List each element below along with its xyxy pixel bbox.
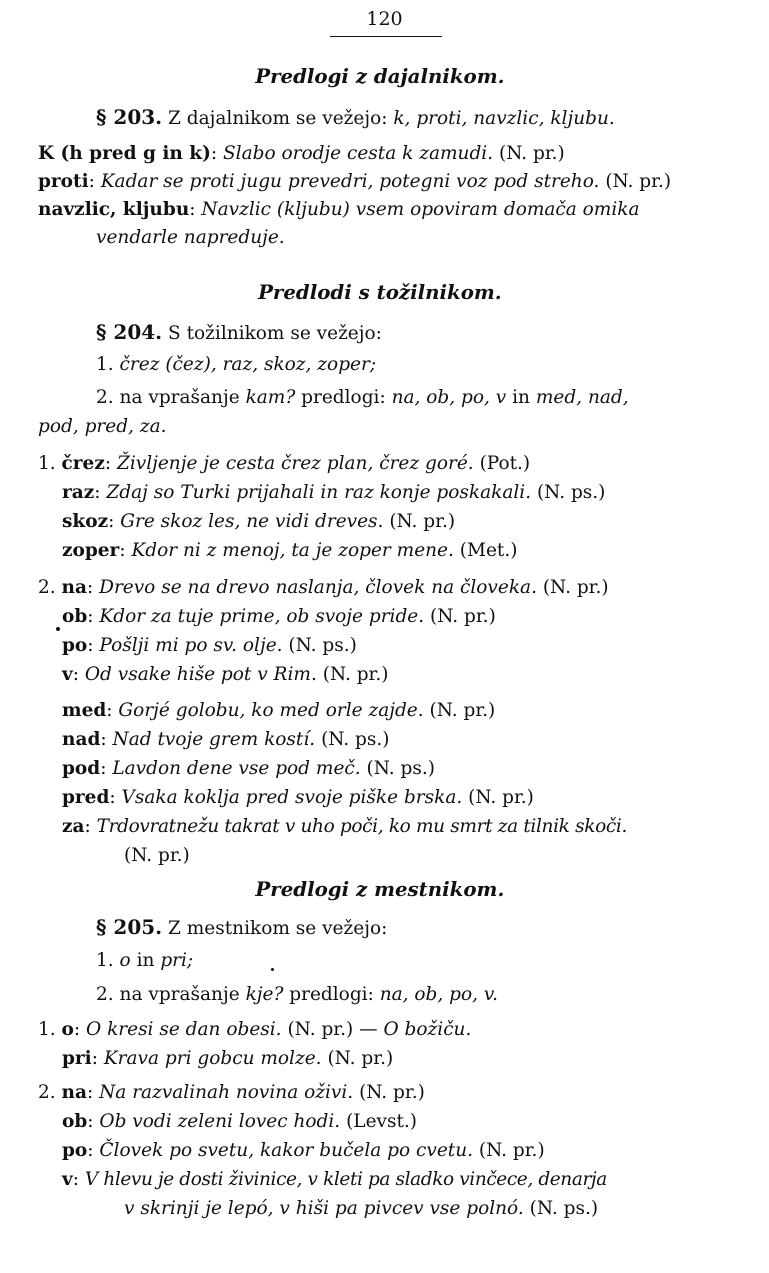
entry-pri: pri: Krava pri gobcu molze. (N. pr.)	[62, 1048, 394, 1069]
entry-head: po	[62, 635, 88, 656]
entry-source: (N. pr.)	[359, 1082, 425, 1103]
section-mark: § 203.	[96, 105, 163, 129]
point-number: 2.	[96, 984, 114, 1005]
point-text: predlogi:	[301, 387, 386, 408]
entry-example: Navzlic (kljubu) vsem opoviram domača omika	[201, 199, 640, 220]
entry-v: v: Od vsake hiše pot v Rim. (N. pr.)	[62, 664, 389, 685]
entry-ob-loc: ob: Ob vodi zeleni lovec hodi. (Levst.)	[62, 1111, 418, 1132]
point-number: 1.	[96, 950, 114, 971]
entry-head: ob	[62, 1111, 88, 1132]
entry-med: med: Gorjé golobu, ko med orle zajde. (N. pr.)	[62, 700, 496, 721]
point-items: pri;	[160, 950, 194, 971]
entry-proti: proti: Kadar se proti jugu prevedri, potegni voz pod streho. (N. pr.)	[38, 171, 672, 192]
entry-number: 2.	[38, 577, 56, 598]
entry-head: skoz	[62, 511, 109, 532]
print-speck	[56, 627, 60, 631]
entry-continuation: (N. pr.)	[124, 845, 190, 866]
entry-po-loc: po: Človek po svetu, kakor bučela po cvetu. (N. pr.)	[62, 1140, 545, 1161]
point-continuation: pod, pred, za.	[38, 416, 167, 437]
entry-k: K (h pred g in k): Slabo orodje cesta k zamudi. (N. pr.)	[38, 143, 565, 164]
entry-head: raz	[62, 482, 95, 503]
point-number: 1.	[96, 354, 114, 375]
page-number: 120	[366, 8, 403, 30]
section-heading-locative: Predlogi z mestnikom.	[255, 877, 505, 901]
entry-dash: —	[359, 1019, 378, 1040]
entry-example: Trdovratnežu takrat v uho poči, ko mu smrt za tilnik skoči.	[96, 816, 627, 837]
entry-head: med	[62, 700, 107, 721]
question-word: kam?	[245, 387, 296, 408]
entry-ob: ob: Kdor za tuje prime, ob svoje pride. (N. pr.)	[62, 606, 496, 627]
entry-example: Lavdon dene vse pod meč.	[112, 758, 361, 779]
entry-head: na	[61, 1082, 87, 1103]
entry-example: Kdor za tuje prime, ob svoje pride.	[99, 606, 425, 627]
entry-crez: 1. črez: Življenje je cesta črez plan, črez goré. (Pot.)	[38, 453, 531, 474]
point-2	[96, 385, 629, 411]
section-mark: § 204.	[96, 320, 163, 344]
paragraph-items: k, proti, navzlic, kljubu.	[393, 108, 615, 129]
print-speck	[271, 968, 274, 971]
entry-head: za	[62, 816, 85, 837]
entry-example: Ob vodi zeleni lovec hodi.	[99, 1111, 341, 1132]
entry-head: pod	[62, 758, 101, 779]
paragraph-text: Z mestnikom se vežejo:	[168, 918, 388, 939]
entry-source: (N. pr.)	[542, 577, 609, 598]
point-conj: in	[136, 950, 155, 971]
point-items: med, nad,	[535, 387, 629, 408]
entry-nad: nad: Nad tvoje grem kostí. (N. ps.)	[62, 729, 390, 750]
entry-source: (N. ps.)	[529, 1198, 599, 1219]
entry-head: nad	[62, 729, 101, 750]
entry-source: (Levst.)	[346, 1111, 418, 1132]
entry-number: 2.	[38, 1082, 56, 1103]
entry-source: (N. pr.)	[287, 1019, 354, 1040]
entry-example: Pošlji mi po sv. olje.	[99, 635, 283, 656]
entry-na-loc: 2. na: Na razvalinah novina oživi. (N. pr.)	[38, 1082, 425, 1103]
entry-head: črez	[61, 453, 105, 474]
entry-head: K (h pred g in k)	[38, 143, 211, 164]
entry-na: 2. na: Drevo se na drevo naslanja, človek na človeka. (N. pr.)	[38, 577, 609, 598]
entry-skoz: skoz: Gre skoz les, ne vidi dreves. (N. pr.)	[62, 511, 456, 532]
entry-example: Od vsake hiše pot v Rim.	[84, 664, 317, 685]
section-heading-accusative: Predlodi s tožilnikom.	[258, 280, 502, 304]
page-number-rule	[330, 36, 442, 37]
entry-number: 1.	[38, 1019, 56, 1040]
entry-example: V hlevu je dosti živinice, v kleti pa sladko vinčece, denarja	[84, 1169, 607, 1190]
entry-navzlic: navzlic, kljubu: Navzlic (kljubu) vsem opoviram domača omika	[38, 199, 640, 220]
entry-source: (N. ps.)	[366, 758, 435, 779]
entry-number: 1.	[38, 453, 56, 474]
paragraph-204	[96, 319, 382, 347]
entry-example: Človek po svetu, kakor bučela po cvetu.	[99, 1140, 474, 1161]
entry-example: O božiču.	[383, 1019, 472, 1040]
entry-v-loc: v: V hlevu je dosti živinice, v kleti pa sladko vinčece, denarja	[62, 1169, 607, 1190]
point-text: na vprašanje	[119, 984, 240, 1005]
paragraph-text: S tožilnikom se vežejo:	[168, 323, 382, 344]
entry-head: po	[62, 1140, 88, 1161]
entry-head: v	[62, 664, 73, 685]
entry-source: (N. ps.)	[536, 482, 606, 503]
entry-example: O kresi se dan obesi.	[86, 1019, 282, 1040]
entry-example: Zdaj so Turki prijahali in raz konje poskakali.	[106, 482, 532, 503]
point-items: na, ob, po, v.	[379, 984, 499, 1005]
entry-head: v	[62, 1169, 73, 1190]
entry-source: (N. pr.)	[499, 143, 565, 164]
entry-source: (N. pr.)	[478, 1140, 545, 1161]
entry-po: po: Pošlji mi po sv. olje. (N. ps.)	[62, 635, 357, 656]
entry-example: Slabo orodje cesta k zamudi.	[222, 143, 494, 164]
entry-source: (N. pr.)	[322, 664, 389, 685]
entry-example: Na razvalinah novina oživi.	[99, 1082, 354, 1103]
entry-pred: pred: Vsaka koklja pred svoje piške brska. (N. pr.)	[62, 787, 534, 808]
section-heading-dative: Predlogi z dajalnikom.	[255, 64, 505, 88]
entry-o: 1. o: O kresi se dan obesi. (N. pr.) — O božiču.	[38, 1019, 472, 1040]
entry-source: (N. pr.)	[389, 511, 456, 532]
entry-za: za: Trdovratnežu takrat v uho poči, ko mu smrt za tilnik skoči.	[62, 816, 627, 837]
entry-source: (Pot.)	[479, 453, 531, 474]
entry-source: (N. pr.)	[468, 787, 534, 808]
entry-source: (N. ps.)	[288, 635, 357, 656]
entry-source: (N. pr.)	[429, 700, 496, 721]
entry-example: Nad tvoje grem kostí.	[112, 729, 316, 750]
point-number: 2.	[96, 387, 114, 408]
entry-continuation	[124, 1196, 598, 1222]
entry-example: Krava pri gobcu molze.	[103, 1048, 322, 1069]
entry-head: navzlic, kljubu	[38, 199, 190, 220]
entry-source: (N. pr.)	[430, 606, 496, 627]
entry-example: Življenje je cesta črez plan, črez goré.	[116, 453, 474, 474]
entry-head: proti	[38, 171, 89, 192]
entry-example: Gre skoz les, ne vidi dreves.	[120, 511, 384, 532]
section-mark: § 205.	[96, 915, 163, 939]
question-word: kje?	[245, 984, 284, 1005]
point-text: predlogi:	[289, 984, 374, 1005]
entry-example: v skrinji je lepó, v hiši pa pivcev vse polnó.	[124, 1198, 524, 1219]
entry-example: Vsaka koklja pred svoje piške brska.	[121, 787, 463, 808]
entry-head: zoper	[62, 540, 120, 561]
point-2	[96, 982, 498, 1008]
entry-zoper: zoper: Kdor ni z menoj, ta je zoper mene. (Met.)	[62, 540, 518, 561]
entry-raz: raz: Zdaj so Turki prijahali in raz konje poskakali. (N. ps.)	[62, 482, 606, 503]
entry-example: Kdor ni z menoj, ta je zoper mene.	[131, 540, 454, 561]
point-items: o	[119, 950, 131, 971]
entry-source: (N. ps.)	[321, 729, 390, 750]
entry-head: na	[61, 577, 87, 598]
paragraph-text: Z dajalnikom se vežejo:	[168, 108, 388, 129]
entry-source: (N. pr.)	[327, 1048, 394, 1069]
entry-head: pri	[62, 1048, 92, 1069]
point-items: črez (čez), raz, skoz, zoper;	[119, 354, 377, 375]
entry-head: o	[61, 1019, 74, 1040]
point-1	[96, 352, 376, 378]
paragraph-203	[96, 104, 615, 132]
point-items: na, ob, po, v	[391, 387, 507, 408]
entry-example: Drevo se na drevo naslanja, človek na človeka.	[99, 577, 537, 598]
entry-continuation: vendarle napreduje.	[96, 227, 285, 248]
point-text: na vprašanje	[119, 387, 240, 408]
paragraph-205	[96, 914, 387, 942]
entry-source: (Met.)	[459, 540, 518, 561]
entry-source: (N. pr.)	[605, 171, 672, 192]
entry-pod: pod: Lavdon dene vse pod meč. (N. ps.)	[62, 758, 435, 779]
entry-example: Gorjé golobu, ko med orle zajde.	[118, 700, 424, 721]
entry-head: ob	[62, 606, 88, 627]
point-1	[96, 948, 193, 974]
entry-head: pred	[62, 787, 110, 808]
point-conj: in	[512, 387, 530, 408]
entry-example: Kadar se proti jugu prevedri, potegni voz pod streho.	[100, 171, 600, 192]
